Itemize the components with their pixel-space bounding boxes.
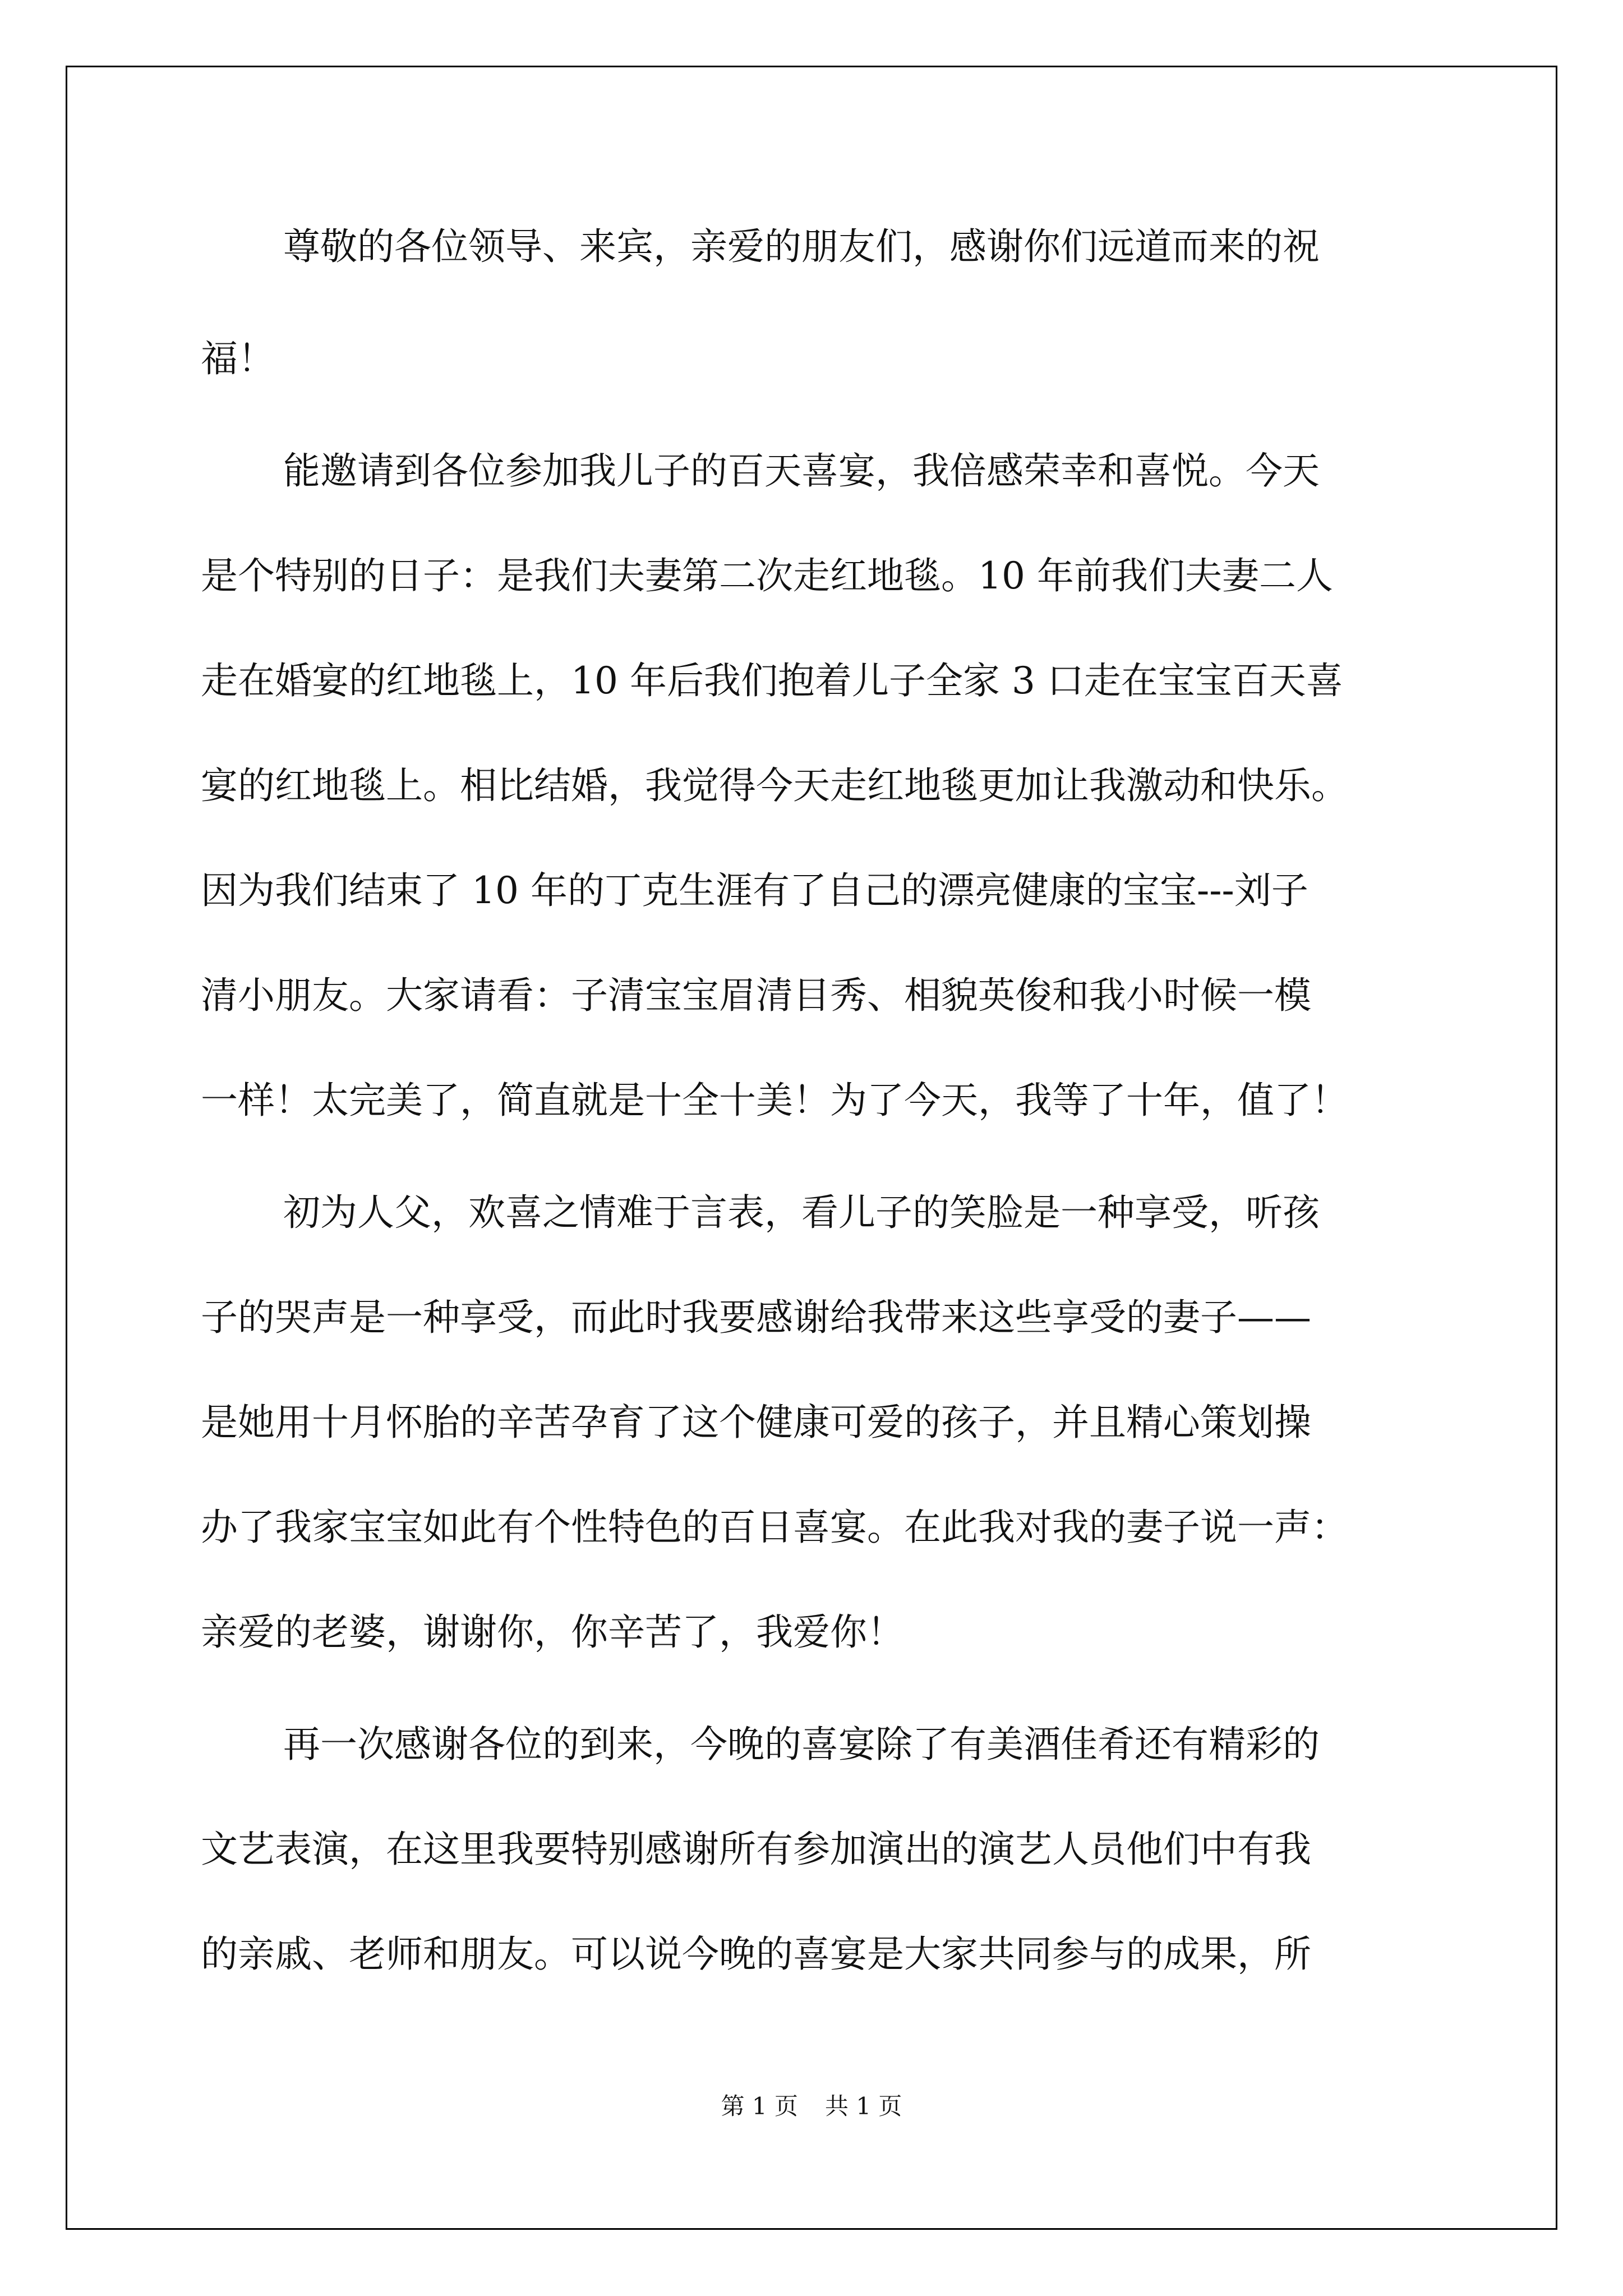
- paragraph-line: 办了我家宝宝如此有个性特色的百日喜宴。在此我对我的妻子说一声：: [201, 1506, 1348, 1549]
- paragraph-line: 福！: [201, 337, 275, 380]
- paragraph-line: 子的哭声是一种享受，而此时我要感谢给我带来这些享受的妻子——: [201, 1296, 1311, 1339]
- paragraph-line: 走在婚宴的红地毯上，10 年后我们抱着儿子全家 3 口走在宝宝百天喜: [201, 659, 1343, 702]
- paragraph-line: 亲爱的老婆，谢谢你，你辛苦了，我爱你！: [201, 1611, 904, 1654]
- paragraph-line: 尊敬的各位领导、来宾，亲爱的朋友们，感谢你们远道而来的祝: [283, 225, 1320, 268]
- paragraph-line: 是她用十月怀胎的辛苦孕育了这个健康可爱的孩子，并且精心策划操: [201, 1401, 1311, 1444]
- paragraph-line: 宴的红地毯上。相比结婚，我觉得今天走红地毯更加让我激动和快乐。: [201, 764, 1348, 807]
- paragraph-line: 的亲戚、老师和朋友。可以说今晚的喜宴是大家共同参与的成果，所: [201, 1932, 1311, 1976]
- paragraph-line: 清小朋友。大家请看：子清宝宝眉清目秀、相貌英俊和我小时候一模: [201, 974, 1311, 1017]
- paragraph-line: 因为我们结束了 10 年的丁克生涯有了自己的漂亮健康的宝宝---刘子: [201, 869, 1308, 912]
- page-border: [66, 66, 1557, 2230]
- paragraph-line: 一样！太完美了，简直就是十全十美！为了今天，我等了十年，值了！: [201, 1079, 1348, 1122]
- paragraph-line: 是个特别的日子：是我们夫妻第二次走红地毯。10 年前我们夫妻二人: [201, 554, 1333, 597]
- paragraph-line: 再一次感谢各位的到来，今晚的喜宴除了有美酒佳肴还有精彩的: [283, 1723, 1320, 1766]
- paragraph-line: 初为人父，欢喜之情难于言表，看儿子的笑脸是一种享受，听孩: [283, 1191, 1320, 1234]
- page-number: 第 1 页: [721, 2092, 798, 2120]
- page-footer: [0, 2092, 1623, 2120]
- page-total: 共 1 页: [825, 2092, 902, 2120]
- paragraph-line: 文艺表演，在这里我要特别感谢所有参加演出的演艺人员他们中有我: [201, 1828, 1311, 1871]
- paragraph-line: 能邀请到各位参加我儿子的百天喜宴，我倍感荣幸和喜悦。今天: [283, 449, 1320, 493]
